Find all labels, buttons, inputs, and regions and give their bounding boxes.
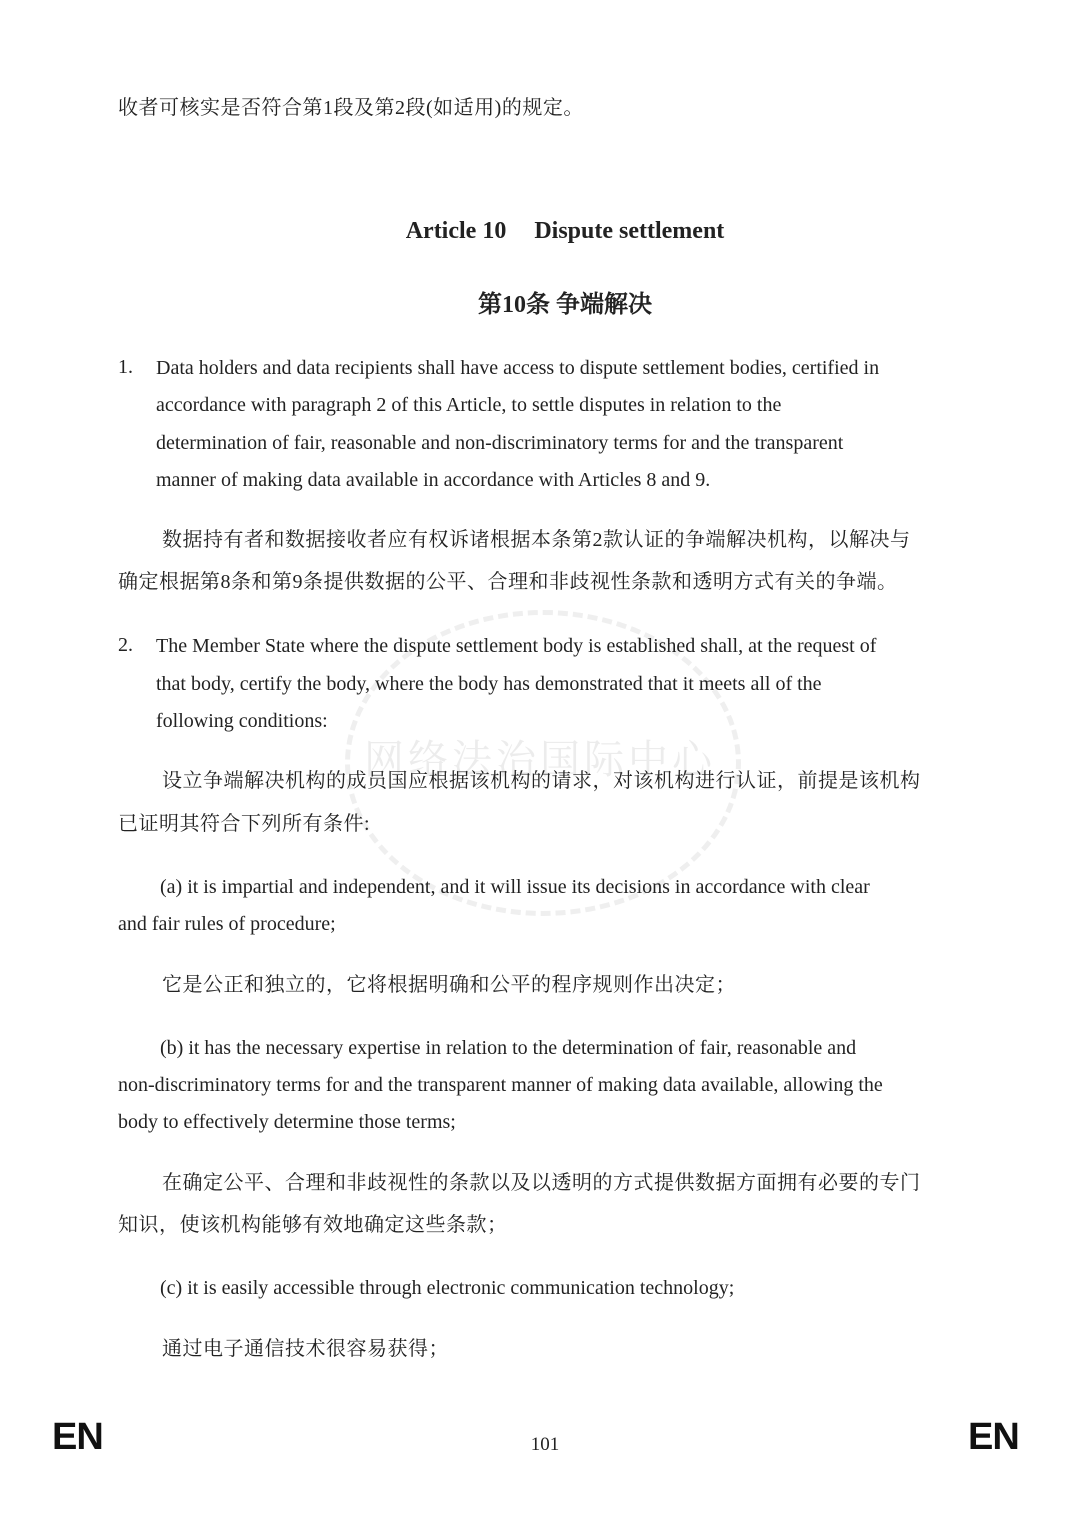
article-number-en: Article 10: [405, 218, 507, 244]
article-title-en: [0, 218, 1080, 245]
paragraph-1-en-line: determination of fair, reasonable and non-discriminatory terms for and the transparent: [156, 432, 844, 454]
condition-c-zh-line: 通过电子通信技术很容易获得；: [162, 1338, 449, 1360]
page-number: 101: [530, 1434, 560, 1455]
article-title-zh: 第10条 争端解决: [478, 292, 652, 318]
watermark-text: 网络法治国际中心: [364, 737, 716, 783]
paragraph-1-en-line: Data holders and data recipients shall have access to dispute settlement bodies, certified in: [156, 357, 880, 379]
carryover-text-zh: 收者可核实是否符合第1段及第2段(如适用)的规定。: [118, 97, 584, 119]
paragraph-2-zh-line: 已证明其符合下列所有条件:: [118, 813, 371, 835]
footer-language-label-right: EN: [968, 1416, 1019, 1458]
paragraph-1-number: 1.: [118, 356, 133, 378]
condition-b-en-line: non-discriminatory terms for and the transparent manner of making data available, allowing the: [118, 1074, 883, 1096]
paragraph-2-number: 2.: [118, 634, 133, 656]
condition-c-en-line: (c) it is easily accessible through electronic communication technology;: [160, 1277, 735, 1299]
condition-b-en-line: (b) it has the necessary expertise in relation to the determination of fair, reasonable and: [160, 1037, 857, 1059]
paragraph-1-zh-line: 数据持有者和数据接收者应有权诉诸根据本条第2款认证的争端解决机构，以解决与: [162, 529, 911, 551]
condition-a-en-line: (a) it is impartial and independent, and it will issue its decisions in accordance with clear: [160, 876, 870, 898]
paragraph-1-zh-line: 确定根据第8条和第9条提供数据的公平、合理和非歧视性条款和透明方式有关的争端。: [118, 571, 898, 593]
paragraph-2-en-line: following conditions:: [156, 710, 328, 732]
condition-a-en-line: and fair rules of procedure;: [118, 913, 336, 935]
paragraph-1-en-line: accordance with paragraph 2 of this Article, to settle disputes in relation to the: [156, 394, 782, 416]
condition-a-zh-line: 它是公正和独立的，它将根据明确和公平的程序规则作出决定；: [162, 974, 736, 996]
footer-language-label-left: EN: [52, 1416, 103, 1458]
article-heading-en: Dispute settlement: [534, 218, 725, 244]
paragraph-1-en-line: manner of making data available in accordance with Articles 8 and 9.: [156, 469, 711, 491]
condition-b-zh-line: 知识，使该机构能够有效地确定这些条款；: [118, 1214, 508, 1236]
condition-b-en-line: body to effectively determine those terms;: [118, 1111, 456, 1133]
paragraph-2-en-line: The Member State where the dispute settlement body is established shall, at the request of: [156, 635, 877, 657]
paragraph-2-zh-line: 设立争端解决机构的成员国应根据该机构的请求，对该机构进行认证，前提是该机构: [162, 770, 921, 792]
condition-b-zh-line: 在确定公平、合理和非歧视性的条款以及以透明的方式提供数据方面拥有必要的专门: [162, 1172, 921, 1194]
paragraph-2-en-line: that body, certify the body, where the body has demonstrated that it meets all of the: [156, 673, 822, 695]
